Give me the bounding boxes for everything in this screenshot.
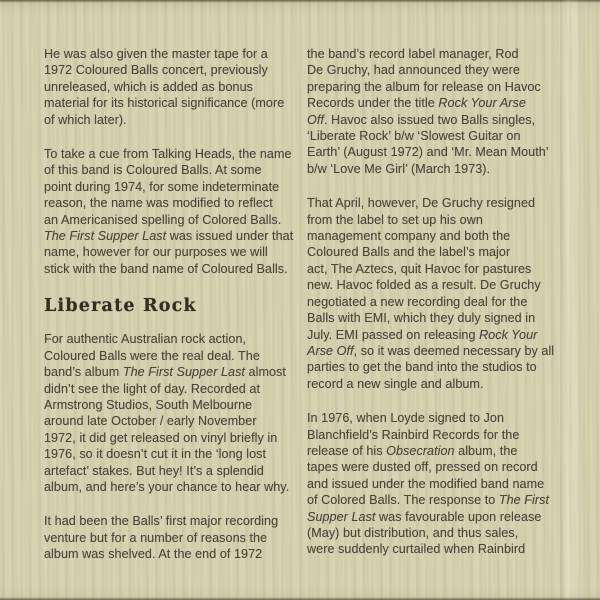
italic-text-segment: Supper Last — [307, 509, 376, 524]
text-segment: tapes were dusted off, pressed on record — [307, 460, 538, 475]
text-line — [44, 112, 292, 128]
text-segment: record a new single and album. — [307, 376, 484, 391]
text-line — [307, 277, 559, 293]
text-line — [307, 144, 559, 160]
text-line — [44, 62, 292, 78]
text-line — [307, 228, 559, 244]
paragraph — [44, 513, 292, 562]
text-segment: (May) but distribution, and thus sales, — [307, 525, 519, 540]
text-segment: For authentic Australian rock action, — [44, 332, 247, 347]
text-line — [44, 79, 292, 95]
text-line — [44, 261, 292, 277]
text-line — [307, 376, 559, 392]
text-segment: b/w ‘Love Me Girl’ (March 1973). — [307, 161, 491, 176]
text-segment: venture but for a number of reasons the — [44, 530, 268, 545]
text-line — [307, 541, 559, 557]
text-line — [44, 228, 292, 244]
text-segment: release of his — [307, 443, 387, 458]
text-segment: from the label to set up his own — [307, 212, 483, 227]
text-line — [307, 343, 559, 359]
text-line — [44, 446, 292, 462]
text-line — [307, 161, 559, 177]
italic-text-segment: Obsecration — [386, 443, 455, 458]
text-segment: unreleased, which is added as bonus — [44, 79, 253, 94]
text-line — [307, 195, 559, 211]
text-line — [307, 294, 559, 310]
text-segment: Liberate Rock — [44, 296, 197, 317]
text-segment: To take a cue from Talking Heads, the name — [44, 147, 292, 162]
paragraph — [307, 410, 559, 558]
text-line — [307, 427, 559, 443]
text-line — [307, 525, 559, 541]
text-segment: album, and here’s your chance to hear why. — [44, 479, 290, 494]
text-segment: of this band is Coloured Balls. At some — [44, 163, 262, 178]
text-line — [307, 459, 559, 475]
text-line — [307, 128, 559, 144]
text-line — [44, 381, 292, 397]
left-text-column — [44, 46, 292, 581]
text-segment: new. Havoc folded as a result. De Gruchy — [307, 278, 541, 293]
paragraph — [44, 331, 292, 495]
text-line — [307, 79, 559, 95]
paper-crease — [560, 0, 586, 600]
text-segment: Balls with EMI, which they duly signed in — [307, 311, 536, 326]
italic-text-segment: Rock Your Arse — [438, 96, 526, 111]
paragraph — [307, 195, 559, 392]
text-line — [44, 146, 292, 162]
italic-text-segment: Rock Your — [479, 327, 538, 342]
text-segment: around late October / early November — [44, 414, 257, 429]
text-line — [44, 513, 292, 529]
text-line — [307, 112, 559, 128]
paragraph — [44, 146, 292, 277]
text-line — [44, 364, 292, 380]
text-segment: band’s album — [44, 365, 123, 380]
text-segment: management company and both the — [307, 229, 511, 244]
paragraph — [307, 46, 559, 177]
text-segment: , so it was deemed necessary by all — [353, 343, 555, 358]
text-segment: 1972 Coloured Balls concert, previously — [44, 63, 268, 78]
text-line — [307, 492, 559, 508]
text-segment: was issued under that — [166, 229, 294, 244]
text-line — [44, 212, 292, 228]
italic-text-segment: The First — [498, 493, 550, 508]
text-segment: stick with the band name of Coloured Balls. — [44, 261, 288, 276]
text-line — [44, 244, 292, 260]
text-segment: reason, the name was modified to reflect — [44, 196, 273, 211]
text-segment: act, The Aztecs, quit Havoc for pastures — [307, 261, 532, 276]
text-line — [44, 463, 292, 479]
text-segment: July. EMI passed on releasing — [307, 327, 480, 342]
text-segment: name, however for our purposes we will — [44, 245, 268, 260]
text-segment: Armstrong Studios, South Melbourne — [44, 397, 253, 412]
text-segment: and issued under the modified band name — [307, 476, 545, 491]
text-line — [44, 195, 292, 211]
text-line — [307, 359, 559, 375]
text-line — [307, 443, 559, 459]
text-segment: That April, however, De Gruchy resigned — [307, 196, 536, 211]
text-line — [307, 410, 559, 426]
text-line — [44, 162, 292, 178]
text-segment: material for its historical significance (more — [44, 96, 285, 111]
text-segment: Records under the title — [307, 96, 439, 111]
text-segment: album, the — [454, 443, 518, 458]
paragraph — [44, 46, 292, 128]
text-line — [307, 244, 559, 260]
text-line — [44, 413, 292, 429]
text-line — [307, 327, 559, 343]
text-segment: almost — [245, 365, 286, 380]
text-segment: preparing the album for release on Havoc — [307, 79, 541, 94]
text-segment: ‘Liberate Rock’ b/w ‘Slowest Guitar on — [307, 129, 521, 144]
text-segment: Coloured Balls and the label’s major — [307, 245, 511, 260]
page-edge-top — [0, 0, 600, 3]
text-segment: De Gruchy, had announced they were — [307, 63, 520, 78]
text-segment: of Colored Balls. The response to — [307, 493, 499, 508]
text-segment: parties to get the band into the studios to — [307, 360, 537, 375]
text-line — [307, 212, 559, 228]
text-segment: 1976, so it doesn’t cut it in the ‘long lost — [44, 447, 267, 462]
right-text-column — [307, 46, 559, 576]
text-segment: . Havoc also issued two Balls singles, — [323, 112, 536, 127]
text-line — [44, 179, 292, 195]
text-segment: didn’t see the light of day. Recorded at — [44, 381, 260, 396]
text-line — [307, 46, 559, 62]
text-line — [44, 95, 292, 111]
text-segment: of which later). — [44, 112, 127, 127]
text-line — [44, 348, 292, 364]
text-segment: the band’s record label manager, Rod — [307, 47, 519, 61]
text-segment: point during 1974, for some indeterminate — [44, 179, 280, 194]
italic-text-segment: The First Supper Last — [122, 365, 245, 380]
text-segment: artefact’ stakes. But hey! It’s a splendid — [44, 463, 264, 478]
text-line — [44, 295, 292, 317]
text-segment: In 1976, when Loyde signed to Jon — [307, 411, 505, 426]
text-line — [44, 430, 292, 446]
text-line — [307, 95, 559, 111]
italic-text-segment: Off — [307, 112, 324, 127]
text-segment: Earth’ (August 1972) and ‘Mr. Mean Mouth’ — [307, 145, 549, 160]
text-line — [44, 479, 292, 495]
text-segment: It had been the Balls’ first major recording — [44, 514, 279, 529]
text-line — [44, 46, 292, 62]
italic-text-segment: Arse Off — [307, 343, 354, 358]
text-segment: an Americanised spelling of Colored Balls. — [44, 212, 282, 227]
text-line — [307, 509, 559, 525]
text-line — [44, 331, 292, 347]
text-segment: album was shelved. At the end of 1972 — [44, 547, 263, 562]
text-segment: Blanchfield’s Rainbird Records for the — [307, 427, 520, 442]
text-segment: was favourable upon release — [375, 509, 542, 524]
text-segment: were suddenly curtailed when Rainbird — [307, 542, 526, 557]
text-line — [307, 62, 559, 78]
text-segment: negotiated a new recording deal for the — [307, 294, 528, 309]
text-segment: 1972, it did get released on vinyl briefly in — [44, 430, 278, 445]
text-line — [307, 261, 559, 277]
text-line — [44, 530, 292, 546]
text-line — [44, 397, 292, 413]
text-line — [44, 546, 292, 562]
italic-text-segment: The First Supper Last — [44, 229, 167, 244]
text-line — [307, 310, 559, 326]
text-segment: He was also given the master tape for a — [44, 47, 268, 61]
text-segment: Coloured Balls were the real deal. The — [44, 348, 260, 363]
section-heading — [44, 295, 292, 317]
text-line — [307, 476, 559, 492]
